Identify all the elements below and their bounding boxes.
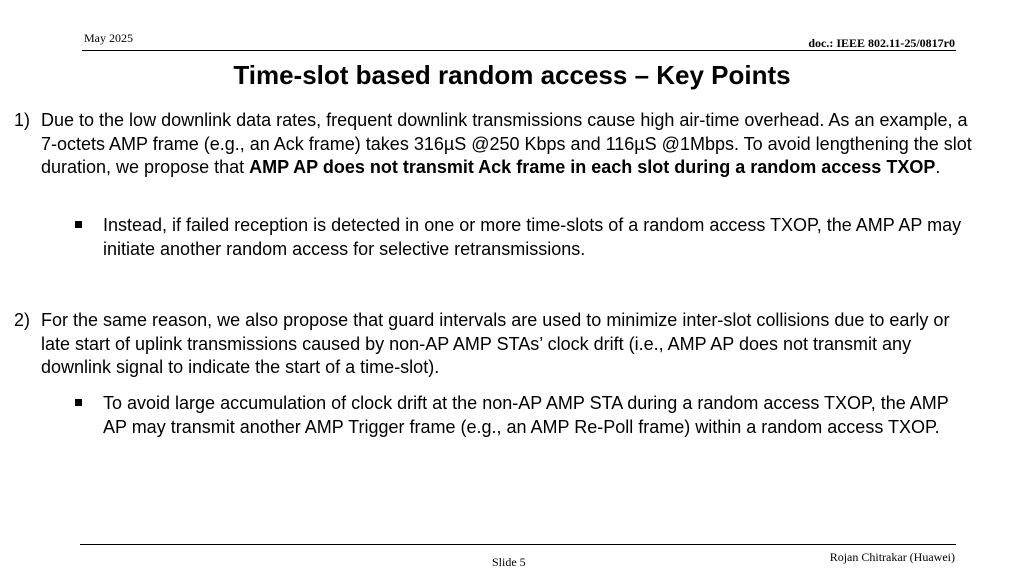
- header-doc-id: doc.: IEEE 802.11-25/0817r0: [808, 36, 955, 50]
- key-point-1-sub-text: Instead, if failed reception is detected in one or more time-slots of a random access TXOP, the AMP AP may initiate another random access for selective retransmissions.: [103, 215, 962, 259]
- key-point-1-number: 1): [14, 110, 31, 130]
- key-point-1-bold: AMP AP does not transmit Ack frame in each slot during a random access TXOP: [249, 157, 936, 177]
- key-point-1-period: .: [935, 157, 941, 177]
- square-bullet-icon: [75, 221, 82, 228]
- key-point-2: [14, 309, 981, 380]
- key-point-2-number: 2): [14, 310, 31, 330]
- key-point-1-text: [41, 109, 981, 180]
- key-point-2-sub-text: To avoid large accumulation of clock drift at the non-AP AMP STA during a random access TXOP, the AMP AP may transmit another AMP Trigger frame (e.g., an AMP Re-Poll frame) within a random access TXOP.: [103, 393, 949, 437]
- slide-title: Time-slot based random access – Key Points: [233, 60, 791, 90]
- key-point-1: [14, 109, 981, 180]
- key-point-2-text: For the same reason, we also propose that guard intervals are used to minimize inter-slot collisions due to early or late start of uplink transmissions caused by non-AP AMP STAs’ clock drift (i.e., AMP AP does not transmit any downlink signal to indicate the start of a time-slot).: [41, 310, 950, 377]
- key-point-2-subbullet: [75, 392, 973, 439]
- key-point-1-subbullet: [75, 214, 973, 261]
- header-date: May 2025: [84, 31, 133, 45]
- footer-divider: [80, 544, 956, 545]
- header-divider: [82, 50, 956, 51]
- slide-number: Slide 5: [492, 555, 526, 569]
- footer-author: Rojan Chitrakar (Huawei): [829, 550, 955, 564]
- square-bullet-icon: [75, 399, 82, 406]
- key-point-1-body: Due to the low downlink data rates, frequent downlink transmissions cause high air-time overhead. As an example, a 7-octets AMP frame (e.g., an Ack frame) takes 316µS @250 Kbps and 116µS @1Mbps. To avoid lengthening the slot duration, we propose that: [41, 110, 972, 177]
